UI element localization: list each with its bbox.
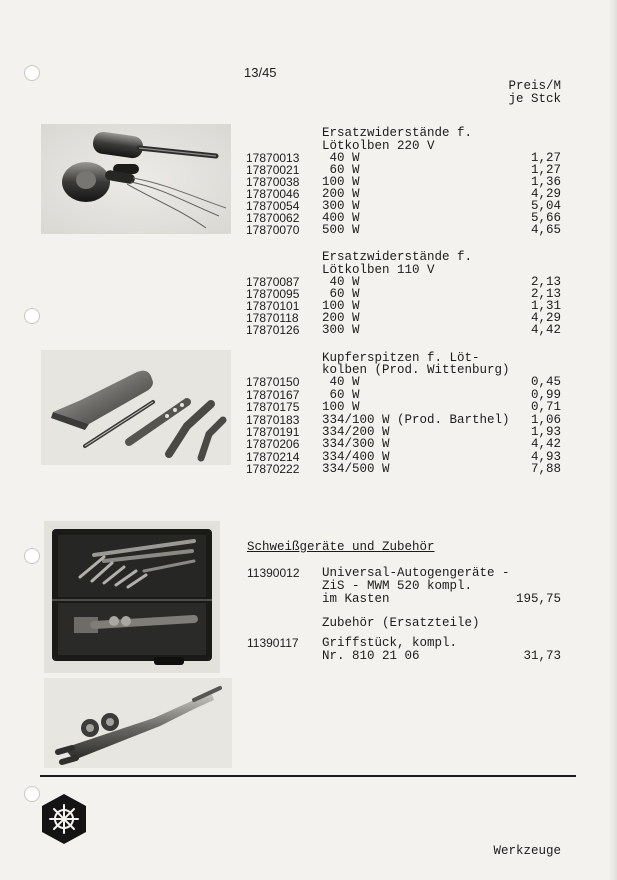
table-row xyxy=(0,414,617,427)
item-desc: 40 W xyxy=(322,151,360,165)
group-heading-line: Ersatzwiderstände f. xyxy=(322,126,473,140)
table-row xyxy=(0,426,617,439)
item-desc: 200 W xyxy=(322,187,360,201)
item-price: 0,71 xyxy=(530,400,561,414)
accessories-heading: Zubehör (Ersatzteile) xyxy=(322,616,480,630)
item-price: 1,27 xyxy=(530,163,561,177)
table-row xyxy=(0,451,617,464)
item-price: 7,88 xyxy=(530,462,561,476)
item-price: 2,13 xyxy=(530,275,561,289)
item-price: 4,29 xyxy=(530,187,561,201)
group-heading-line: Ersatzwiderstände f. xyxy=(322,250,473,264)
item-desc-line: Universal-Autogengeräte - xyxy=(322,566,510,580)
footer-rule xyxy=(40,775,576,777)
item-price: 0,99 xyxy=(530,388,561,402)
table-row xyxy=(0,300,617,313)
item-desc: 334/200 W xyxy=(322,425,390,439)
table-row xyxy=(0,463,617,476)
item-desc: 60 W xyxy=(322,388,360,402)
price-header-line2: je Stck xyxy=(508,92,561,106)
table-row xyxy=(0,224,617,237)
logo-badge xyxy=(42,794,86,844)
item-code: 17870021 xyxy=(246,163,300,177)
item-code: 17870046 xyxy=(246,187,300,201)
item-code: 11390117 xyxy=(247,636,299,650)
item-desc: 40 W xyxy=(322,275,360,289)
item-desc: 100 W xyxy=(322,299,360,313)
ship-wheel-icon xyxy=(42,794,86,844)
item-price: 195,75 xyxy=(515,592,561,606)
table-row xyxy=(0,389,617,402)
item-price: 4,65 xyxy=(530,223,561,237)
item-desc: 100 W xyxy=(322,175,360,189)
item-code: 17870222 xyxy=(246,462,300,476)
item-desc: 100 W xyxy=(322,400,360,414)
item-code: 17870126 xyxy=(246,323,300,337)
table-row xyxy=(0,312,617,325)
photo-torch-handle xyxy=(44,678,232,768)
item-price: 0,45 xyxy=(530,375,561,389)
item-code: 17870167 xyxy=(246,388,300,402)
item-code: 17870054 xyxy=(246,199,300,213)
item-code: 17870183 xyxy=(246,413,300,427)
punch-hole xyxy=(24,65,40,81)
punch-hole xyxy=(24,548,40,564)
item-desc: 40 W xyxy=(322,375,360,389)
photo-torch-handle-svg xyxy=(44,678,232,768)
item-desc: 300 W xyxy=(322,323,360,337)
table-row xyxy=(0,200,617,213)
item-code: 17870070 xyxy=(246,223,300,237)
item-desc: 334/100 W (Prod. Barthel) xyxy=(322,413,510,427)
item-code: 17870101 xyxy=(246,299,300,313)
item-desc-line: Nr. 810 21 06 xyxy=(322,649,420,663)
table-row xyxy=(0,176,617,189)
photo-welding-case-svg xyxy=(44,521,220,673)
table-row xyxy=(0,276,617,289)
item-code: 17870150 xyxy=(246,375,300,389)
item-desc: 334/500 W xyxy=(322,462,390,476)
item-price: 2,13 xyxy=(530,287,561,301)
item-code: 17870206 xyxy=(246,437,300,451)
group-heading-line: kolben (Prod. Wittenburg) xyxy=(322,363,510,377)
table-row xyxy=(0,324,617,337)
table-row xyxy=(0,288,617,301)
item-price: 1,36 xyxy=(530,175,561,189)
item-code: 17870062 xyxy=(246,211,300,225)
item-code: 17870038 xyxy=(246,175,300,189)
item-price: 4,29 xyxy=(530,311,561,325)
item-code: 17870013 xyxy=(246,151,300,165)
item-price: 5,04 xyxy=(530,199,561,213)
item-code: 17870087 xyxy=(246,275,300,289)
group-heading-line: Lötkolben 110 V xyxy=(322,263,435,277)
footer-section-name: Werkzeuge xyxy=(493,844,561,858)
item-desc: 60 W xyxy=(322,163,360,177)
group-heading-line: Lötkolben 220 V xyxy=(322,139,435,153)
item-desc: 334/400 W xyxy=(322,450,390,464)
table-row xyxy=(0,152,617,165)
punch-hole xyxy=(24,786,40,802)
item-desc: 60 W xyxy=(322,287,360,301)
table-row xyxy=(0,438,617,451)
item-code: 17870214 xyxy=(246,450,300,464)
table-row xyxy=(0,188,617,201)
item-code: 17870175 xyxy=(246,400,300,414)
item-desc-line: ZiS - MWM 520 kompl. xyxy=(322,579,473,593)
page-number: 13/45 xyxy=(244,65,277,80)
item-price: 31,73 xyxy=(523,649,561,663)
table-row xyxy=(0,376,617,389)
item-price: 4,42 xyxy=(530,323,561,337)
item-desc-line: Griffstück, kompl. xyxy=(322,636,458,650)
price-header-line1: Preis/M xyxy=(508,79,561,93)
item-price: 5,66 xyxy=(530,211,561,225)
group-heading-line: Kupferspitzen f. Löt- xyxy=(322,351,480,365)
table-row xyxy=(0,401,617,414)
item-code: 17870095 xyxy=(246,287,300,301)
item-price: 1,31 xyxy=(530,299,561,313)
item-price: 1,27 xyxy=(530,151,561,165)
item-price: 4,42 xyxy=(530,437,561,451)
item-desc: 300 W xyxy=(322,199,360,213)
section-title: Schweißgeräte und Zubehör xyxy=(247,540,435,554)
item-price: 4,93 xyxy=(530,450,561,464)
item-code: 17870191 xyxy=(246,425,300,439)
table-row xyxy=(0,212,617,225)
photo-welding-case xyxy=(44,521,220,673)
item-desc: 500 W xyxy=(322,223,360,237)
table-row xyxy=(0,164,617,177)
item-desc: 200 W xyxy=(322,311,360,325)
item-code: 11390012 xyxy=(247,566,300,580)
item-desc-line: im Kasten xyxy=(322,592,390,606)
item-desc: 334/300 W xyxy=(322,437,390,451)
item-price: 1,06 xyxy=(530,413,561,427)
item-desc: 400 W xyxy=(322,211,360,225)
item-price: 1,93 xyxy=(530,425,561,439)
item-code: 17870118 xyxy=(246,311,299,325)
